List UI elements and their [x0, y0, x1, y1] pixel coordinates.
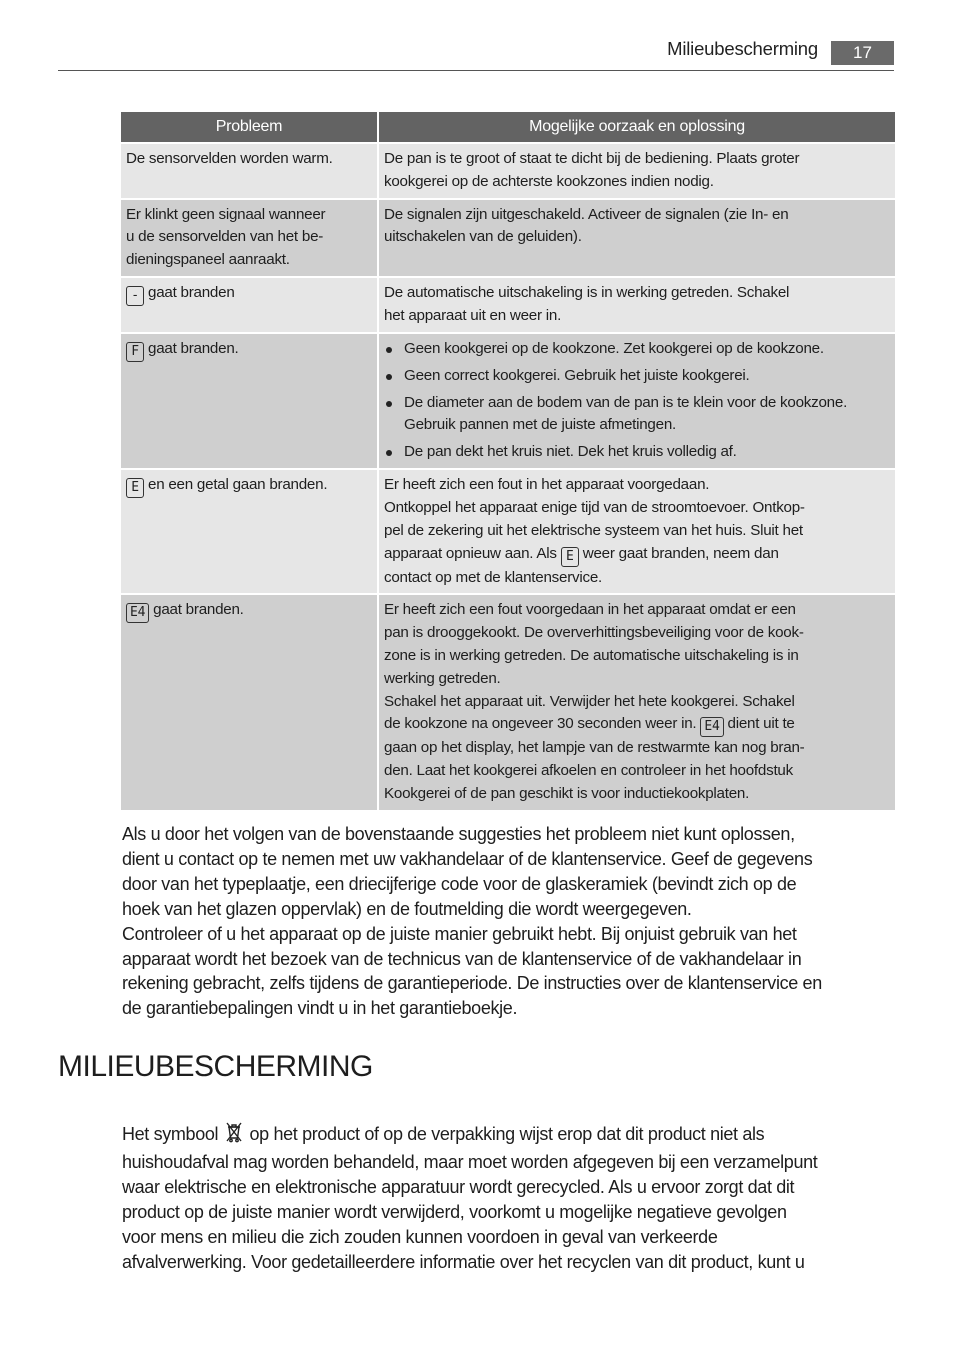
- solution-line: den. Laat het kookgerei afkoelen en controleer in het hoofdstuk: [384, 762, 793, 780]
- environment-paragraph: [122, 1121, 894, 1274]
- paragraph-line: afvalverwerking. Voor gedetailleerdere informatie over het recyclen van dit product, kunt u: [122, 1251, 805, 1272]
- table-row: [121, 278, 895, 334]
- problem-cell: [121, 144, 379, 200]
- paragraph-line: waar elektrische en elektronische apparatuur wordt gerecycled. Als u ervoor zorgt dat dit: [122, 1176, 795, 1197]
- header-title: Milieubescherming: [667, 38, 818, 59]
- solution-cell: [379, 595, 895, 811]
- solution-line: De pan is te groot of staat te dicht bij de bediening. Plaats groter: [384, 150, 800, 167]
- solution-text: dient uit te: [727, 715, 795, 733]
- solution-bullet: De pan dekt het kruis niet. Dek het kruis volledig af.: [384, 441, 889, 464]
- problem-text: gaat branden.: [153, 601, 244, 619]
- solution-line: uitschakelen van de geluiden).: [384, 228, 582, 246]
- solution-line: gaan op het display, het lampje van de restwarmte kan nog bran-: [384, 739, 805, 757]
- paragraph-line: hoek van het glazen oppervlak) en de foutmelding die wordt weergegeven.: [122, 898, 692, 919]
- problem-text: De sensorvelden worden warm.: [126, 150, 333, 167]
- display-symbol-icon: E: [126, 478, 144, 498]
- display-symbol-icon: -: [126, 286, 144, 306]
- solution-text: de kookzone na ongeveer 30 seconden weer in.: [384, 715, 697, 733]
- problem-line: dieningspaneel aanraakt.: [126, 251, 290, 269]
- problem-text: gaat branden.: [148, 339, 239, 357]
- solution-line: pan is drooggekookt. De oververhittingsbeveiliging voor de kook-: [384, 624, 804, 642]
- crossed-bin-icon: [225, 1121, 243, 1150]
- table-header-row: [121, 112, 895, 144]
- paragraph-line: product op de juiste manier wordt verwijderd, voorkomt u mogelijke negatieve gevolgen: [122, 1201, 787, 1222]
- solution-line: Ontkoppel het apparaat enige tijd van de stroomtoevoer. Ontkop-: [384, 498, 805, 516]
- display-symbol-icon: F: [126, 342, 144, 362]
- solution-bullet: Geen correct kookgerei. Gebruik het juiste kookgerei.: [384, 365, 889, 388]
- contact-paragraph: [122, 822, 894, 1021]
- problem-line: u de sensorvelden van het be-: [126, 228, 324, 246]
- table-row: [121, 595, 895, 811]
- problem-cell: [121, 200, 379, 278]
- solution-cell: [379, 470, 895, 595]
- table-row: [121, 470, 895, 595]
- solution-text: apparaat opnieuw aan. Als: [384, 544, 557, 562]
- paragraph-line: apparaat wordt het bezoek van de technicus van de klantenservice of de vakhandelaar in: [122, 948, 802, 969]
- paragraph-line: dient u contact op te nemen met uw vakhandelaar of de klantenservice. Geef de gegevens: [122, 848, 813, 869]
- column-header-solution: Mogelijke oorzaak en oplossing: [379, 112, 895, 144]
- solution-cell: [379, 144, 895, 200]
- section-title: MILIEUBESCHERMING: [58, 1050, 373, 1083]
- paragraph-line: de garantiebepalingen vindt u in het garantieboekje.: [122, 998, 518, 1019]
- page-number: 17: [831, 41, 894, 65]
- paragraph-line: rekening gebracht, zelfs tijdens de garantieperiode. De instructies over de klantenservice en: [122, 973, 822, 994]
- paragraph-line: Als u door het volgen van de bovenstaande suggesties het probleem niet kunt oplossen,: [122, 824, 795, 844]
- solution-line: het apparaat uit en weer in.: [384, 306, 562, 324]
- solution-cell: [379, 200, 895, 278]
- problem-line: Er klinkt geen signaal wanneer: [126, 205, 326, 223]
- solution-line: werking getreden.: [384, 669, 501, 687]
- display-symbol-icon: E: [561, 547, 579, 567]
- solution-line: Er heeft zich een fout in het apparaat voorgedaan.: [384, 476, 710, 494]
- paragraph-line: huishoudafval mag worden behandeld, maar moet worden afgegeven bij een verzamelpunt: [122, 1151, 818, 1172]
- solution-bullet: Geen kookgerei op de kookzone. Zet kookgerei op de kookzone.: [384, 338, 889, 361]
- paragraph-line: voor mens en milieu die zich zouden kunnen voordoen in geval van verkeerde: [122, 1226, 718, 1247]
- header-rule: [58, 70, 894, 71]
- solution-bullet: De diameter aan de bodem van de pan is te klein voor de kookzone. Gebruik pannen met de juiste afmetingen.: [384, 392, 889, 438]
- paragraph-line: door van het typeplaatje, een driecijferige code voor de glaskeramiek (bevindt zich op de: [122, 873, 797, 894]
- paragraph-text: op het product of op de verpakking wijst erop dat dit product niet als: [249, 1124, 765, 1144]
- paragraph-line: [122, 1121, 894, 1150]
- paragraph-line: Controleer of u het apparaat op de juiste manier gebruikt hebt. Bij onjuist gebruik van het: [122, 923, 797, 944]
- solution-line: Schakel het apparaat uit. Verwijder het hete kookgerei. Schakel: [384, 692, 795, 710]
- problem-text: gaat branden: [148, 283, 235, 301]
- troubleshooting-table: [121, 112, 895, 812]
- solution-cell: [379, 334, 895, 471]
- solution-line: [384, 543, 889, 567]
- solution-text: weer gaat branden, neem dan: [582, 544, 779, 562]
- solution-line: kookgerei op de achterste kookzones indien nodig.: [384, 172, 714, 190]
- table-row: [121, 334, 895, 471]
- problem-text: en een getal gaan branden.: [148, 476, 328, 494]
- solution-line: De automatische uitschakeling is in werking getreden. Schakel: [384, 283, 790, 301]
- problem-cell: [121, 595, 379, 811]
- solution-line: Er heeft zich een fout voorgedaan in het apparaat omdat er een: [384, 601, 796, 619]
- solution-line: [384, 713, 889, 737]
- problem-cell: [121, 278, 379, 334]
- solution-line: contact op met de klantenservice.: [384, 568, 602, 586]
- column-header-problem: Probleem: [121, 112, 379, 144]
- solution-line: pel de zekering uit het elektrische systeem van het huis. Sluit het: [384, 521, 803, 539]
- solution-line: zone is in werking getreden. De automatische uitschakeling is in: [384, 646, 799, 664]
- table-row: [121, 144, 895, 200]
- table-row: [121, 200, 895, 278]
- display-symbol-icon: E4: [700, 717, 723, 737]
- paragraph-text: Het symbool: [122, 1124, 219, 1144]
- display-symbol-icon: E4: [126, 603, 149, 623]
- solution-cell: [379, 278, 895, 334]
- solution-bullet-list: [384, 338, 889, 465]
- solution-line: De signalen zijn uitgeschakeld. Activeer de signalen (zie In- en: [384, 205, 789, 223]
- problem-cell: [121, 334, 379, 471]
- problem-cell: [121, 470, 379, 595]
- solution-line: Kookgerei of de pan geschikt is voor inductiekookplaten.: [384, 784, 750, 802]
